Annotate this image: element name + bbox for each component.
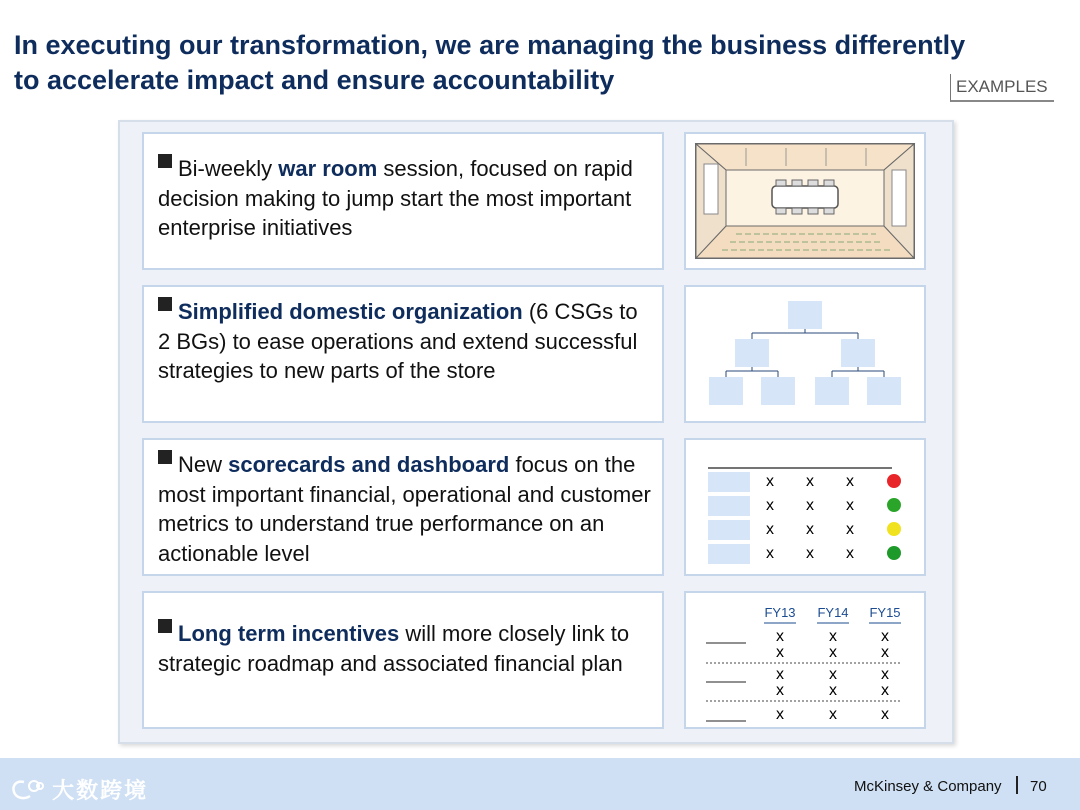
row-3-text <box>158 450 652 568</box>
row-2-text <box>158 297 652 386</box>
row-3-text-box <box>142 438 664 576</box>
scorecard-x-mark: x <box>766 473 774 490</box>
content-panel <box>118 120 954 744</box>
incentive-x-mark: x <box>829 682 837 699</box>
row-3-pre: New <box>178 452 229 477</box>
war-room-floorplan-icon <box>686 134 924 268</box>
row-1-pre: Bi-weekly <box>178 156 279 181</box>
watermark-text: 大数跨境 <box>52 778 149 803</box>
row-4-post: will more closely link to strategic roadmap and associated financial plan <box>158 621 630 676</box>
watermark-logo-icon <box>10 778 44 802</box>
row-2-post: (6 CSGs to 2 BGs) to ease operations and extend successful strategies to new parts of the store <box>158 299 638 383</box>
incentive-x-mark: x <box>881 666 889 683</box>
row-2-image-box <box>684 285 926 423</box>
scorecard-x-mark: x <box>806 521 814 538</box>
scorecard-x-mark: x <box>766 521 774 538</box>
row-3-image-box <box>684 438 926 576</box>
fy-header-2: FY14 <box>817 605 849 620</box>
org-chart-icon <box>686 287 924 421</box>
row-1-text-box <box>142 132 664 270</box>
row-3-post: focus on the most important financial, operational and customer metrics to understand true performance on an actionable level <box>158 452 651 566</box>
bullet-icon <box>158 154 172 168</box>
scorecard-x-mark: x <box>846 497 854 514</box>
status-dot-green <box>887 498 901 512</box>
scorecard-x-mark: x <box>766 545 774 562</box>
incentive-x-mark: x <box>829 706 837 723</box>
row-4-image-box <box>684 591 926 729</box>
scorecard-x-mark: x <box>806 545 814 562</box>
bullet-icon <box>158 450 172 464</box>
incentive-x-mark: x <box>881 706 889 723</box>
scorecard-x-mark: x <box>806 473 814 490</box>
row-4-highlight: Long term incentives <box>178 621 400 646</box>
row-4-text <box>158 619 652 678</box>
row-1-highlight: war room <box>278 156 378 181</box>
row-1-text <box>158 154 652 243</box>
scorecard-x-mark: x <box>766 497 774 514</box>
status-dot-red <box>887 474 901 488</box>
status-dot-green <box>887 546 901 560</box>
incentive-x-mark: x <box>829 666 837 683</box>
row-4-text-box <box>142 591 664 729</box>
slide-title <box>14 28 1064 98</box>
page-number: 70 <box>1030 778 1047 795</box>
scorecard-rows <box>708 472 750 564</box>
incentive-x-mark: x <box>776 682 784 699</box>
bullet-icon <box>158 297 172 311</box>
incentive-x-mark: x <box>776 628 784 645</box>
status-dot-yellow <box>887 522 901 536</box>
incentive-x-mark: x <box>881 644 889 661</box>
fy-header-3: FY15 <box>869 605 901 620</box>
incentive-x-mark: x <box>881 682 889 699</box>
footer-separator <box>1016 776 1018 794</box>
row-1-post: session, focused on rapid decision making to jump start the most important enterprise initiatives <box>158 156 633 240</box>
footer-bar <box>0 758 1080 810</box>
incentive-x-mark: x <box>776 666 784 683</box>
title-line-1: In executing our transformation, we are managing the business differently <box>14 30 966 60</box>
incentive-x-mark: x <box>776 706 784 723</box>
row-2-text-box <box>142 285 664 423</box>
incentive-x-mark: x <box>881 628 889 645</box>
watermark <box>10 774 148 805</box>
incentive-table-icon <box>686 593 924 727</box>
incentive-x-mark: x <box>829 644 837 661</box>
company-name: McKinsey & Company <box>854 778 1002 795</box>
title-line-2: to accelerate impact and ensure accountability <box>14 65 615 95</box>
row-1-image-box <box>684 132 926 270</box>
scorecard-x-mark: x <box>806 497 814 514</box>
scorecard-x-mark: x <box>846 473 854 490</box>
incentive-x-mark: x <box>776 644 784 661</box>
scorecard-x-mark: x <box>846 545 854 562</box>
scorecard-x-mark: x <box>846 521 854 538</box>
scorecard-icon <box>686 440 924 574</box>
incentive-x-mark: x <box>829 628 837 645</box>
row-2-highlight: Simplified domestic organization <box>178 299 523 324</box>
examples-tag: EXAMPLES <box>950 74 1054 102</box>
fy-header-1: FY13 <box>764 605 796 620</box>
row-3-highlight: scorecards and dashboard <box>228 452 510 477</box>
bullet-icon <box>158 619 172 633</box>
